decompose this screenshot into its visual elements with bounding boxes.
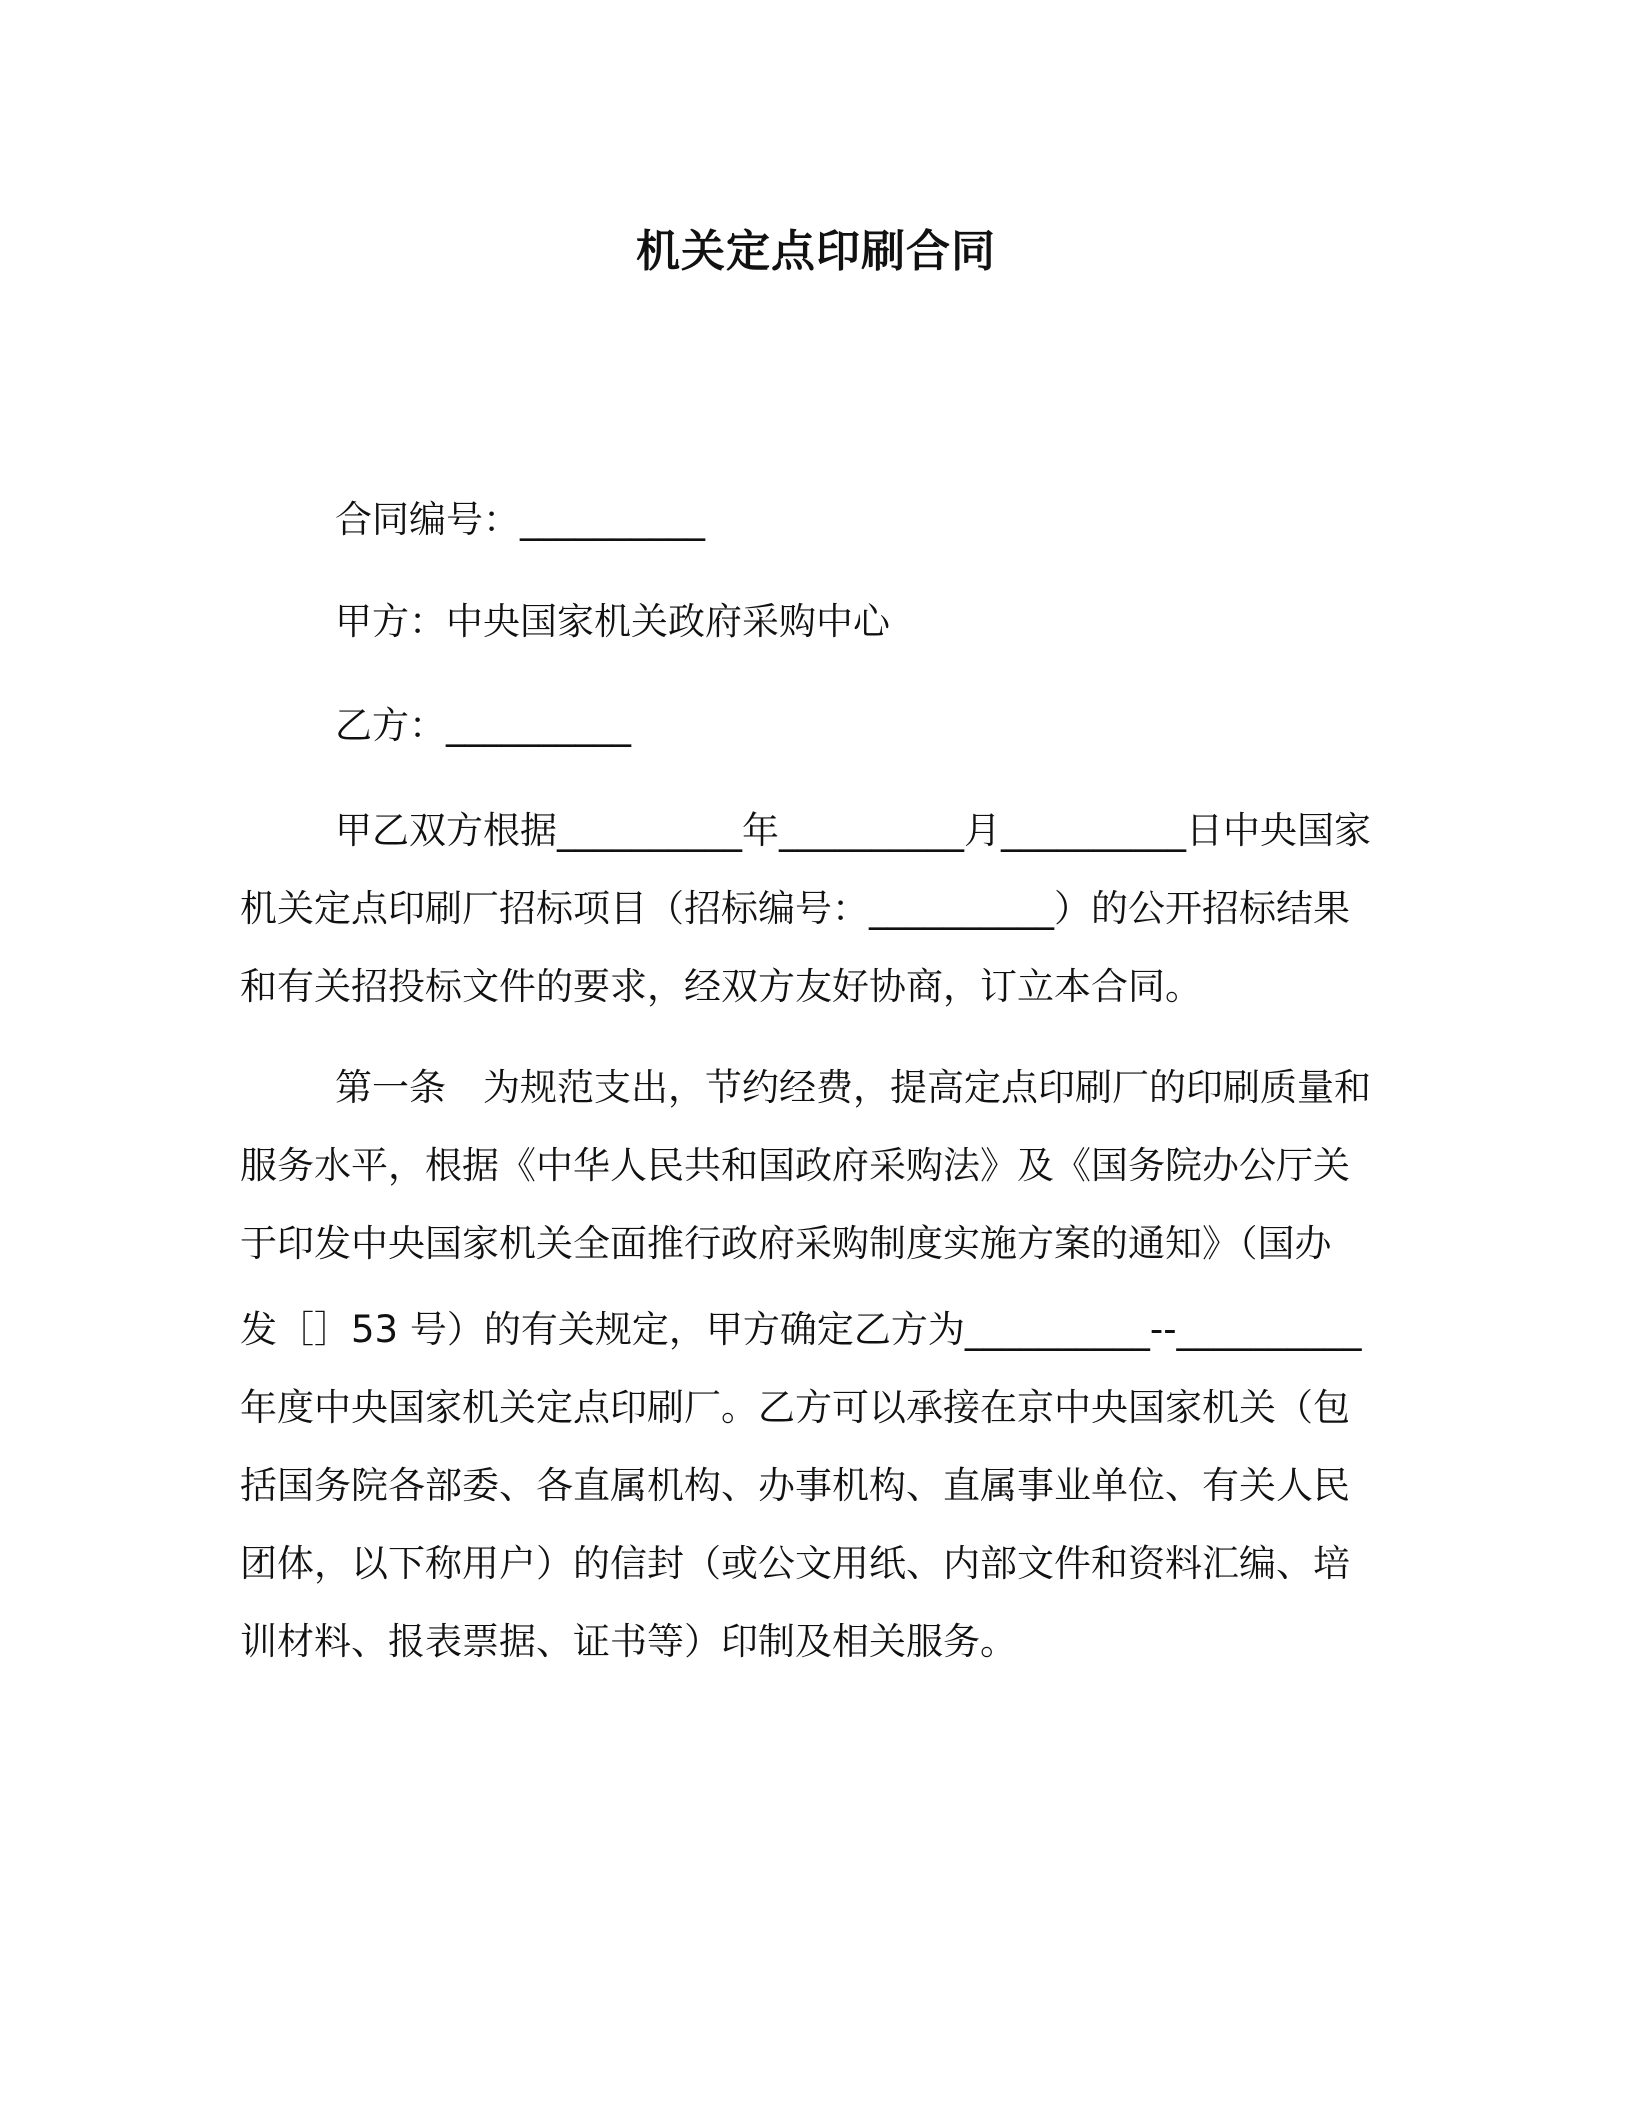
intro-line-3: 和有关招投标文件的要求，经双方友好协商，订立本合同。 <box>240 965 1202 1008</box>
article-1-line-6: 括国务院各部委、各直属机构、办事机构、直属事业单位、有关人民 <box>240 1464 1350 1507</box>
article-1-line-4: 发［］53 号）的有关规定，甲方确定乙方为__________--__________ <box>240 1308 1362 1351</box>
intro-line-1: 甲乙双方根据__________年__________月__________日中央国家 <box>335 809 1371 852</box>
party-b-field: 乙方：__________ <box>335 704 631 747</box>
contract-number-field: 合同编号：__________ <box>335 498 705 541</box>
article-1-line-3: 于印发中央国家机关全面推行政府采购制度实施方案的通知》（国办 <box>240 1222 1332 1265</box>
document-title: 机关定点印刷合同 <box>636 226 996 277</box>
article-1-line-1: 第一条 为规范支出，节约经费，提高定点印刷厂的印刷质量和 <box>335 1066 1371 1109</box>
article-1-line-2: 服务水平，根据《中华人民共和国政府采购法》及《国务院办公厅关 <box>240 1144 1350 1187</box>
party-a-field: 甲方：中央国家机关政府采购中心 <box>335 600 890 643</box>
intro-paragraph <box>240 792 1380 1026</box>
intro-line-2: 机关定点印刷厂招标项目（招标编号：__________）的公开招标结果 <box>240 887 1350 930</box>
article-1-line-5: 年度中央国家机关定点印刷厂。乙方可以承接在京中央国家机关（包 <box>240 1386 1350 1429</box>
article-1-line-7: 团体，以下称用户）的信封（或公文用纸、内部文件和资料汇编、培 <box>240 1542 1350 1585</box>
article-1-paragraph <box>240 1049 1380 1681</box>
article-1-line-8: 训材料、报表票据、证书等）印制及相关服务。 <box>240 1620 1017 1663</box>
